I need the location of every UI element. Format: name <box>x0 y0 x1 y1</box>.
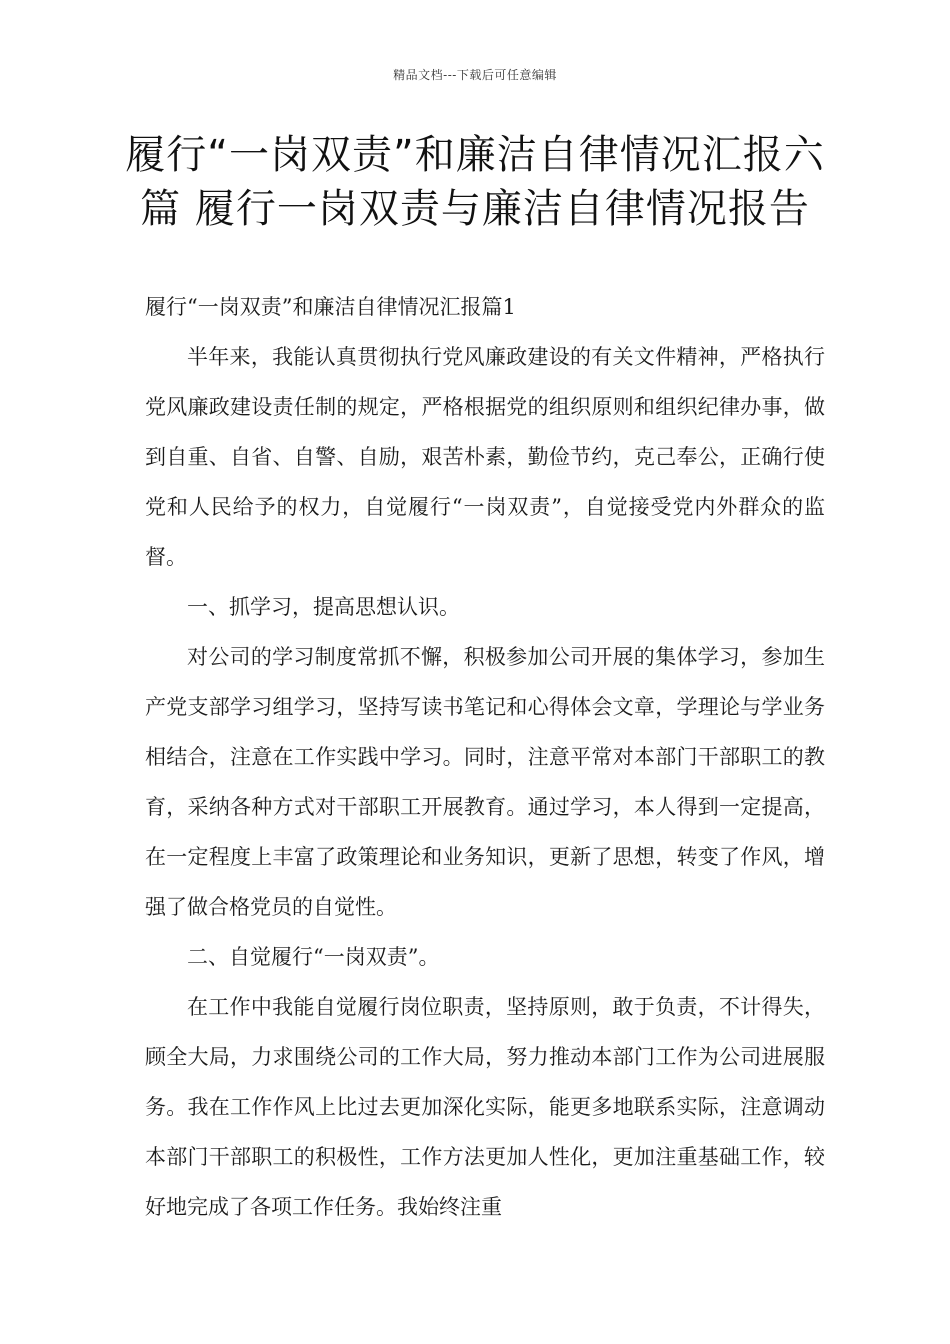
document-body <box>145 282 825 1232</box>
header-note: 精品文档---下载后可任意编辑 <box>393 68 557 82</box>
section-heading-study: 一、抓学习，提高思想认识。 <box>187 595 460 619</box>
document-title: 履行“一岗双责”和廉洁自律情况汇报六篇 履行一岗双责与廉洁自律情况报告 <box>125 132 825 232</box>
paragraph-duties: 在工作中我能自觉履行岗位职责，坚持原则，敢于负责，不计得失，顾全大局，力求围绕公司的工作大局，努力推动本部门工作为公司进展服务。我在工作作风上比过去更加深化实际，能更多地联系实际，注意调动本部门干部职工的积极性，工作方法更加人性化，更加注重基础工作，较好地完成了各项工作任务。我始终注重 <box>145 995 825 1219</box>
section-subtitle: 履行“一岗双责”和廉洁自律情况汇报篇1 <box>145 295 516 319</box>
paragraph-intro: 半年来，我能认真贯彻执行党风廉政建设的有关文件精神，严格执行党风廉政建设责任制的规定，严格根据党的组织原则和组织纪律办事，做到自重、自省、自警、自励，艰苦朴素，勤俭节约，克己奉公，正确行使党和人民给予的权力，自觉履行“一岗双责”，自觉接受党内外群众的监督。 <box>145 345 825 569</box>
section-heading-duties: 二、自觉履行“一岗双责”。 <box>187 945 440 969</box>
paragraph-study: 对公司的学习制度常抓不懈，积极参加公司开展的集体学习，参加生产党支部学习组学习，坚持写读书笔记和心得体会文章，学理论与学业务相结合，注意在工作实践中学习。同时，注意平常对本部门干部职工的教育，采纳各种方式对干部职工开展教育。通过学习，本人得到一定提高，在一定程度上丰富了政策理论和业务知识，更新了思想，转变了作风，增强了做合格党员的自觉性。 <box>145 645 825 919</box>
